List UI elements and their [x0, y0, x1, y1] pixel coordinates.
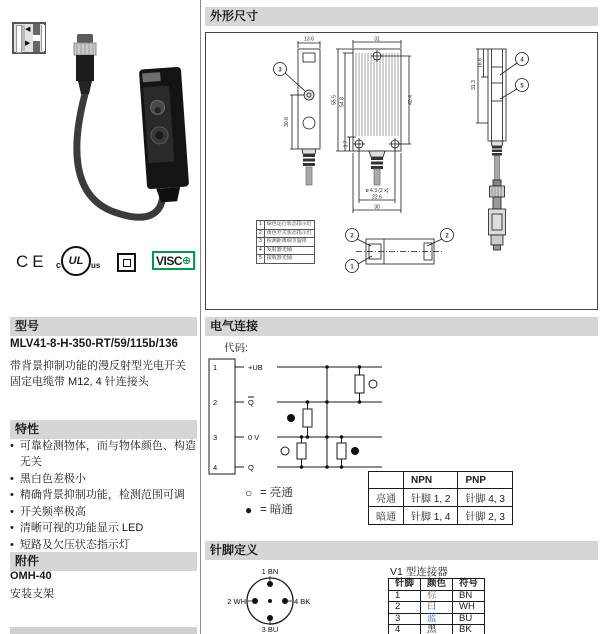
callout-5: 5 [520, 83, 524, 90]
table-row [389, 613, 485, 625]
feature-text: • 开关频率极高 [19, 505, 86, 518]
feature-item [10, 504, 198, 520]
accessory-model: OMH-40 [10, 570, 52, 582]
feature-item [10, 471, 198, 487]
legend-row [257, 246, 315, 255]
feature-item [10, 487, 198, 503]
pictogram-gap [33, 35, 40, 41]
dim-label: 3.7 [343, 140, 350, 148]
column-divider [200, 0, 201, 634]
description-line: 带背景抑制功能的漫反射型光电开关 [10, 360, 186, 372]
pnp-cell: 针脚 4, 3 [458, 489, 512, 507]
filled-circle-icon: ● [245, 503, 253, 517]
section-header-accessories: 附件 [10, 552, 197, 571]
dark-on-label: = 暗通 [260, 504, 293, 516]
legend-row [257, 255, 315, 264]
table-header-row [369, 472, 513, 489]
table-row [369, 507, 513, 525]
legend-text: 绿色运行状态指示灯 [264, 221, 314, 230]
drawing-legend-table [256, 220, 315, 264]
pin-number: 3 [213, 433, 218, 442]
accessory-description: 安装支架 [10, 588, 54, 600]
wiring-diagram [207, 353, 417, 481]
symbol-cell: WH [453, 602, 485, 614]
symbol-cell: BU [453, 613, 485, 625]
mode-cell: 暗通 [369, 507, 404, 525]
section-header-electrical: 电气连接 [205, 317, 598, 336]
legend-text: 发射器光轴 [264, 246, 314, 255]
color-header: 颜色 [421, 579, 453, 591]
dim-label: 55.5 [331, 95, 338, 105]
legend-num: 3 [257, 238, 265, 247]
pin-label-q: Q [248, 463, 254, 472]
dark-on-row [245, 502, 293, 519]
legend-text: 黄色开关状态指示灯 [264, 229, 314, 238]
legend-row [257, 229, 315, 238]
table-row [389, 602, 485, 614]
feature-item [10, 537, 198, 553]
description-line: 固定电缆带 M12, 4 针连接头 [10, 376, 149, 388]
dim-label: 22.6 [372, 194, 382, 201]
callout-2: 2 [350, 233, 354, 240]
cable-side-view [476, 49, 529, 250]
pin1-bn-label: 1 BN [261, 567, 279, 576]
pin3-bu-label: 3 BU [261, 625, 279, 633]
ul-us-label: us [91, 261, 101, 270]
dim-label: 30 [374, 204, 380, 211]
table-row [389, 590, 485, 602]
pnp-header: PNP [458, 472, 512, 489]
dim-label: 31.3 [471, 80, 477, 90]
callout-2: 2 [445, 233, 449, 240]
bottom-view [346, 229, 454, 273]
pin-cell: 1 [389, 590, 421, 602]
legend-row [257, 221, 315, 230]
pin-label-0v: 0 V [248, 433, 260, 442]
feature-item [10, 438, 198, 470]
product-photo [48, 28, 198, 233]
pin-number: 2 [213, 398, 218, 407]
pictogram-bar [41, 25, 45, 51]
visolux-logo [152, 251, 195, 270]
section-header-dimensions: 外形尺寸 [205, 7, 598, 26]
visolux-target-icon: ⊕ [182, 255, 192, 267]
legend-row [257, 238, 315, 247]
feature-text: • 清晰可视的功能显示 LED [19, 522, 144, 534]
npn-pnp-table [368, 471, 513, 525]
arrow-left-icon: ◀ [25, 26, 31, 33]
dim-label: 40.4 [408, 95, 414, 105]
section-header-model: 型号 [10, 317, 197, 336]
dimension-drawing-frame [205, 32, 598, 310]
pin-cell: 2 [389, 602, 421, 614]
dim-label: 31 [374, 36, 380, 43]
symbol-cell: BN [453, 590, 485, 602]
cul-us-mark [56, 246, 100, 276]
model-number: MLV41-8-H-350-RT/59/115b/136 [10, 338, 178, 350]
pin-color-table [388, 578, 485, 634]
pin-header: 针脚 [389, 579, 421, 591]
symbol-header: 符号 [453, 579, 485, 591]
next-section-bar [10, 627, 197, 634]
code-label: 代码: [224, 342, 248, 354]
feature-text: • 精确背景抑制功能，检测范围可调 [19, 489, 185, 501]
ul-c-label: c [56, 260, 62, 270]
model-description [10, 358, 197, 390]
visolux-text: VISC [156, 253, 183, 268]
symbol-cell: BK [453, 625, 485, 634]
light-on-label: = 亮通 [260, 487, 293, 499]
sensor-body [139, 67, 190, 204]
dim-label: 54.8 [339, 97, 346, 107]
pin-label-ub: +UB [248, 363, 263, 372]
connector-pinout-diagram [212, 563, 332, 633]
callout-1: 1 [350, 264, 354, 271]
legend-num: 1 [257, 221, 265, 230]
legend-num: 2 [257, 229, 265, 238]
table-header-row [389, 579, 485, 591]
protection-class-inner-square [123, 259, 131, 267]
section-header-features: 特性 [10, 420, 197, 439]
pin-label-q-inverted: Q [248, 398, 254, 407]
npn-cell: 针脚 1, 2 [404, 489, 458, 507]
pin-cell: 4 [389, 625, 421, 634]
legend-text: 接收器光轴 [264, 255, 314, 264]
mode-cell: 亮通 [369, 489, 404, 507]
dim-label: 30.8 [284, 117, 290, 127]
ce-mark: CE [16, 252, 48, 271]
table-row [389, 625, 485, 634]
dim-label: 13.6 [304, 36, 314, 43]
feature-item [10, 520, 198, 536]
table-row [369, 489, 513, 507]
side-view [274, 41, 321, 185]
feature-text: • 黑白色差极小 [19, 472, 86, 485]
empty-header [369, 472, 404, 489]
dimension-drawing [206, 33, 597, 309]
callout-4: 4 [520, 57, 524, 64]
feature-text: • 可靠检测物体，而与物体颜色、构造无关 [19, 440, 196, 468]
npn-cell: 针脚 1, 4 [404, 507, 458, 525]
m12-connector [74, 34, 96, 94]
dim-label: ø 4.3 (2 x) [365, 188, 389, 194]
ul-logo: UL [61, 246, 91, 276]
color-cell: 白 [421, 602, 453, 614]
pin2-wh-label: 2 WH [227, 597, 246, 606]
arrow-right-icon: ▶ [25, 40, 31, 47]
sensor-pictogram-icon [12, 22, 46, 54]
pin-cell: 3 [389, 613, 421, 625]
callout-3: 3 [278, 67, 282, 74]
protection-class-2-icon [117, 253, 136, 272]
pnp-cell: 针脚 2, 3 [458, 507, 512, 525]
feature-text: • 短路及欠压状态指示灯 [19, 538, 130, 551]
section-header-pin-definition: 针脚定义 [205, 541, 598, 560]
pin-number: 1 [213, 363, 218, 372]
connector-type-label: V1 型连接器 [390, 566, 448, 578]
npn-header: NPN [404, 472, 458, 489]
color-cell: 黑 [421, 625, 453, 634]
dim-label: 16.6 [477, 58, 484, 68]
color-cell: 蓝 [421, 613, 453, 625]
light-on-row [245, 485, 293, 502]
pin4-bk-label: 4 BK [294, 597, 311, 606]
color-cell: 棕 [421, 590, 453, 602]
legend-num: 4 [257, 246, 265, 255]
features-list [10, 438, 198, 553]
legend-num: 5 [257, 255, 265, 264]
legend-text: 检测距离调节旋钮 [264, 238, 314, 247]
open-circle-icon: ○ [245, 486, 253, 500]
output-mode-legend [245, 485, 293, 519]
pin-number: 4 [213, 463, 218, 472]
